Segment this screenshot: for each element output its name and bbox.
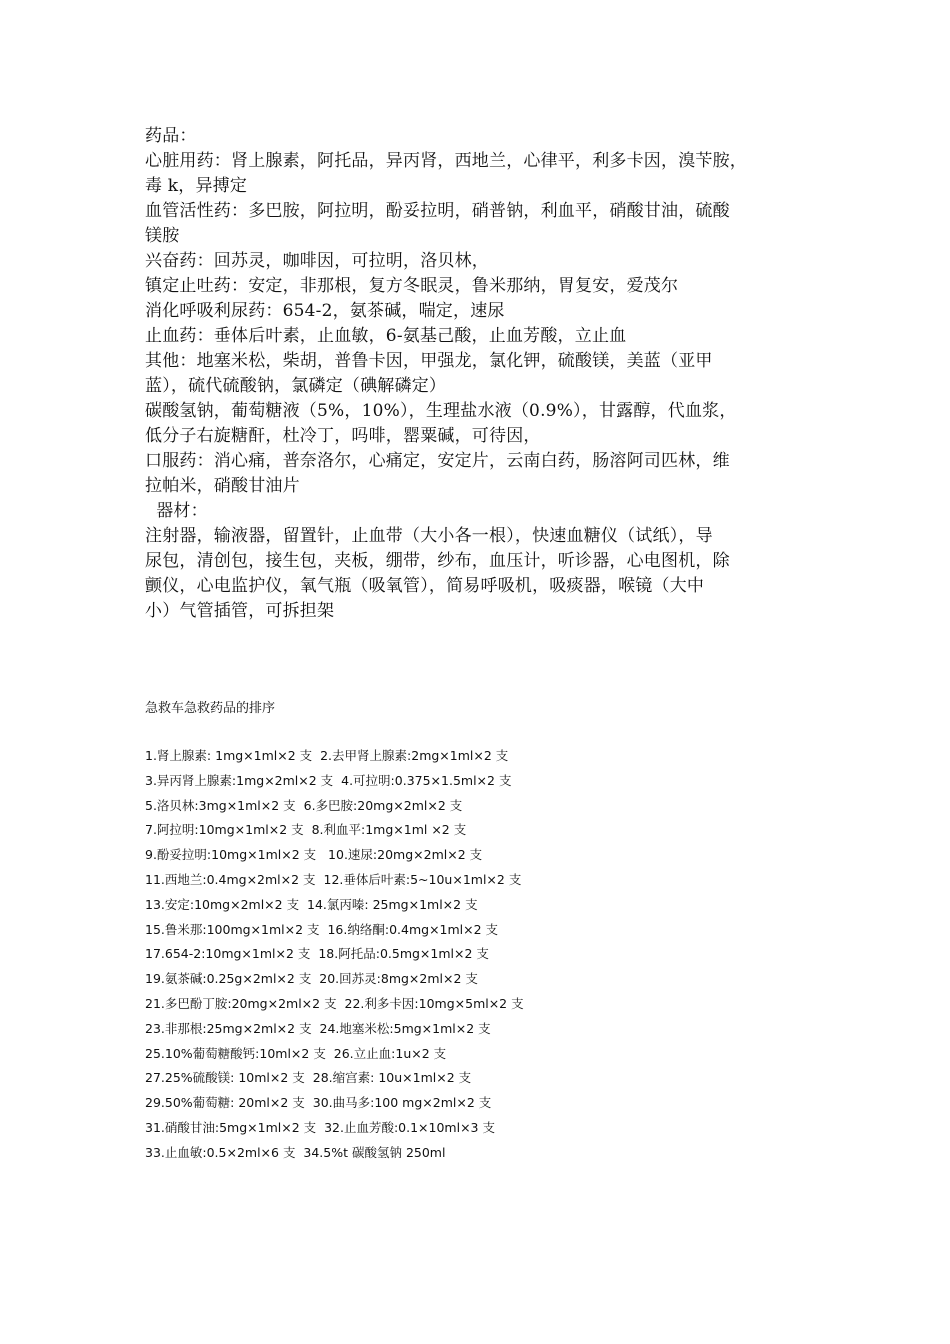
main-line: 注射器，输液器，留置针，止血带（大小各一根），快速血糖仪（试纸），导 bbox=[145, 526, 713, 546]
drug-and-equipment-section bbox=[145, 124, 815, 624]
main-line: 镇定止吐药：安定，非那根，复方冬眠灵，鲁米那纳，胃复安，爱茂尔 bbox=[145, 276, 679, 296]
list-item: 21.多巴酚丁胺:20mg×2ml×2 支 22.利多卡因:10mg×5ml×2 支 bbox=[145, 995, 524, 1011]
main-line: 拉帕米，硝酸甘油片 bbox=[145, 476, 300, 496]
list-item: 1.肾上腺素: 1mg×1ml×2 支 2.去甲肾上腺素:2mg×1ml×2 支 bbox=[145, 748, 509, 763]
main-line: 消化呼吸利尿药：654-2，氨茶碱，喘定，速尿 bbox=[145, 301, 505, 321]
main-line: 低分子右旋糖酐，杜冷丁，吗啡，罂粟碱，可待因， bbox=[145, 426, 541, 446]
main-line: 药品： bbox=[145, 126, 197, 146]
list-item: 25.10%葡萄糖酸钙:10ml×2 支 26.立止血:1u×2 支 bbox=[145, 1045, 447, 1061]
list-item: 9.酚妥拉明:10mg×1ml×2 支 10.速尿:20mg×2ml×2 支 bbox=[145, 847, 483, 863]
list-item: 31.硝酸甘油:5mg×1ml×2 支 32.止血芳酸:0.1×10ml×3 支 bbox=[145, 1119, 495, 1135]
main-line: 器材： bbox=[145, 501, 208, 521]
list-item: 29.50%葡萄糖: 20ml×2 支 30.曲马多:100 mg×2ml×2 支 bbox=[145, 1095, 492, 1111]
main-line: 止血药：垂体后叶素，止血敏，6-氨基己酸，止血芳酸，立止血 bbox=[145, 326, 627, 346]
emergency-drug-order-section bbox=[145, 700, 765, 1166]
list-item: 5.洛贝林:3mg×1ml×2 支 6.多巴胺:20mg×2ml×2 支 bbox=[145, 797, 463, 813]
list-item: 19.氨茶碱:0.25g×2ml×2 支 20.回苏灵:8mg×2ml×2 支 bbox=[145, 971, 478, 987]
list-item: 17.654-2:10mg×1ml×2 支 18.阿托品:0.5mg×1ml×2 支 bbox=[145, 946, 489, 962]
list-item: 23.非那根:25mg×2ml×2 支 24.地塞米松:5mg×1ml×2 支 bbox=[145, 1020, 491, 1036]
list-item: 11.西地兰:0.4mg×2ml×2 支 12.垂体后叶素:5~10u×1ml×2 支 bbox=[145, 871, 522, 887]
main-line: 蓝），硫代硫酸钠，氯磷定（碘解磷定） bbox=[145, 376, 447, 396]
main-line: 镁胺 bbox=[145, 226, 180, 246]
list-item: 27.25%硫酸镁: 10ml×2 支 28.缩宫素: 10u×1ml×2 支 bbox=[145, 1070, 472, 1086]
main-line: 口服药：消心痛，普奈洛尔，心痛定，安定片，云南白药，肠溶阿司匹林，维 bbox=[145, 451, 730, 471]
main-line: 毒 k，异搏定 bbox=[145, 176, 248, 196]
main-line: 小）气管插管，可拆担架 bbox=[145, 601, 335, 621]
main-line: 血管活性药：多巴胺，阿拉明，酚妥拉明，硝普钠，利血平，硝酸甘油，硫酸 bbox=[145, 201, 730, 221]
list-item: 15.鲁米那:100mg×1ml×2 支 16.纳络酮:0.4mg×1ml×2 支 bbox=[145, 921, 499, 937]
main-line: 颤仪，心电监护仪，氧气瓶（吸氧管），简易呼吸机，吸痰器，喉镜（大中 bbox=[145, 576, 705, 596]
list-item: 3.异丙肾上腺素:1mg×2ml×2 支 4.可拉明:0.375×1.5ml×2 支 bbox=[145, 772, 512, 788]
main-line: 碳酸氢钠，葡萄糖液（5%，10%），生理盐水液（0.9%），甘露醇，代血浆， bbox=[145, 401, 737, 421]
main-line: 心脏用药：肾上腺素，阿托品，异丙肾，西地兰，心律平，利多卡因，溴苄胺， bbox=[145, 151, 747, 171]
list-title: 急救车急救药品的排序 bbox=[145, 701, 276, 716]
main-line: 尿包，清创包，接生包，夹板，绷带，纱布，血压计，听诊器，心电图机，除 bbox=[145, 551, 730, 571]
main-line: 其他：地塞米松，柴胡，普鲁卡因，甲强龙，氯化钾，硫酸镁，美蓝（亚甲 bbox=[145, 351, 713, 371]
list-item: 13.安定:10mg×2ml×2 支 14.氯丙嗪: 25mg×1ml×2 支 bbox=[145, 896, 478, 912]
main-line: 兴奋药：回苏灵，咖啡因，可拉明，洛贝林， bbox=[145, 251, 489, 271]
list-item: 7.阿拉明:10mg×1ml×2 支 8.利血平:1mg×1ml ×2 支 bbox=[145, 822, 467, 838]
list-item: 33.止血敏:0.5×2ml×6 支 34.5%t 碳酸氢钠 250ml bbox=[145, 1144, 446, 1160]
